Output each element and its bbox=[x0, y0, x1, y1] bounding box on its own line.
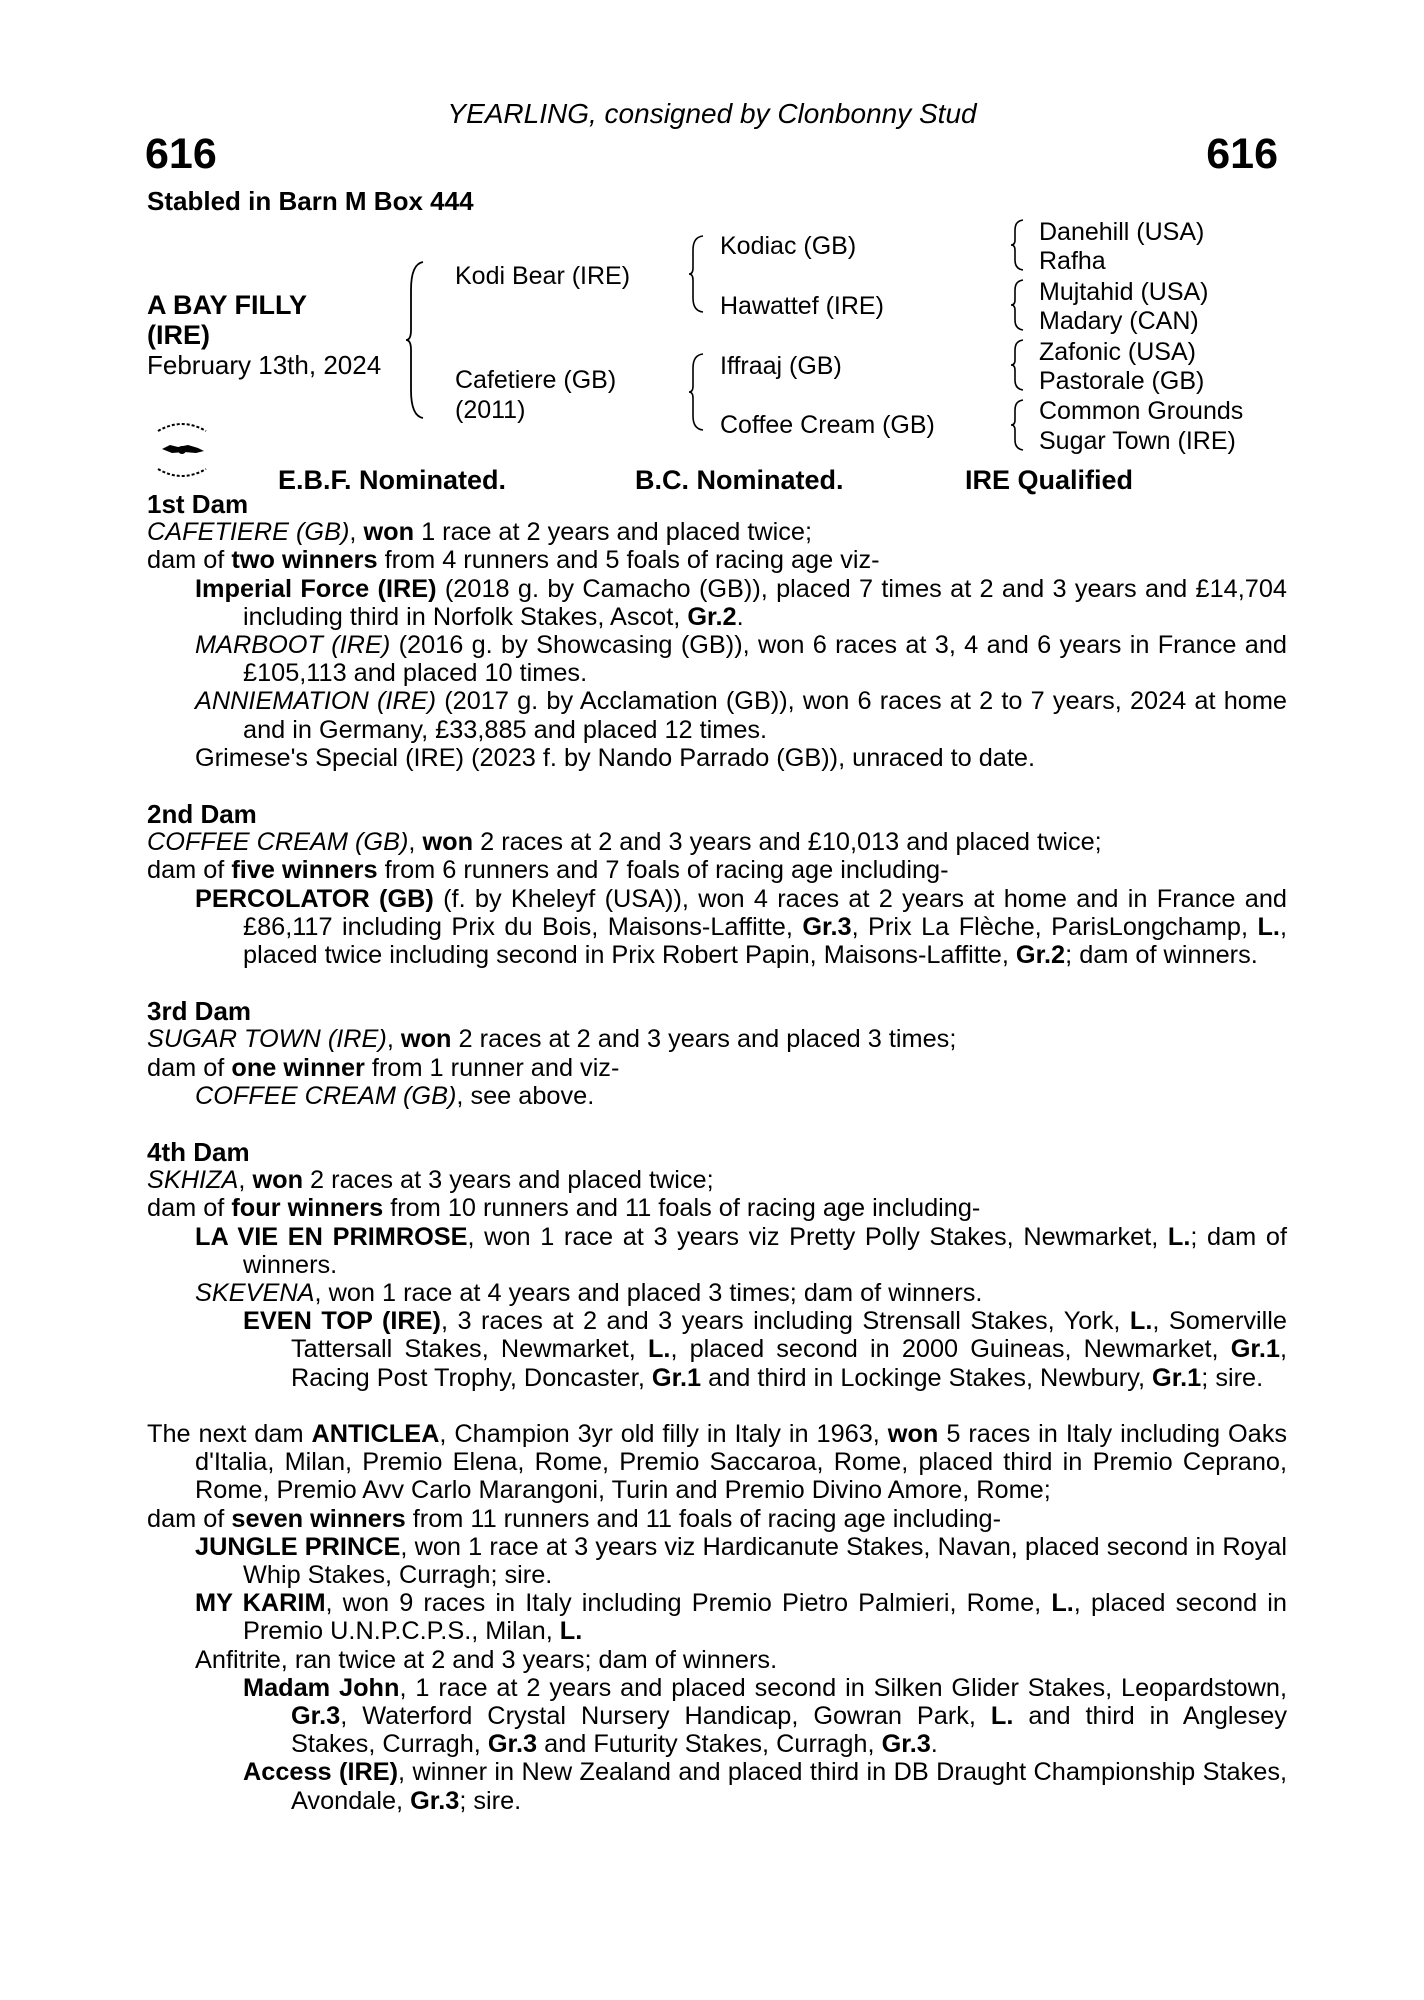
next-progeny-2: MY KARIM, won 9 races in Italy including Premio Pietro Palmieri, Rome, L., placed second in Premio U.N.P.C.P.S., Milan, L. bbox=[195, 1589, 1288, 1646]
horse-name: A BAY FILLY bbox=[147, 290, 308, 320]
dam1-record: CAFETIERE (GB), won 1 race at 2 years and placed twice; bbox=[147, 518, 812, 547]
consignment-header: YEARLING, consigned by Clonbonny Stud bbox=[447, 98, 977, 129]
dam1-progeny-3: ANNIEMATION (IRE) (2017 g. by Acclamation (GB)), won 6 races at 2 to 7 years, 2024 at home and in Germany, £33,885 and placed 12 times. bbox=[195, 687, 1287, 744]
next-progeny-3: Anfitrite, ran twice at 2 and 3 years; dam of winners. bbox=[195, 1645, 778, 1674]
ebf-nominated: E.B.F. Nominated. bbox=[278, 465, 507, 495]
dam1-progeny-2: MARBOOT (IRE) (2016 g. by Showcasing (GB)), won 6 races at 3, 4 and 6 years in France and £105,113 and placed 10 times. bbox=[195, 631, 1287, 688]
sd-sire: Mujtahid (USA) bbox=[1039, 278, 1209, 306]
ds-dam: Pastorale (GB) bbox=[1039, 367, 1205, 395]
dd-dam: Sugar Town (IRE) bbox=[1039, 427, 1236, 455]
dam3-heading: 3rd Dam bbox=[147, 996, 252, 1027]
dam2-progeny-1: PERCOLATOR (GB) (f. by Kheleyf (USA)), won 4 races at 2 years at home and in France and £86,117 including Prix du Bois, Maisons-Laffitte, Gr.3, Prix La Flèche, ParisLongchamp, L., placed twice including second in Prix Robert Papin, Maisons-Laffitte, Gr.2; dam of winners. bbox=[195, 884, 1287, 970]
ds-sire: Zafonic (USA) bbox=[1039, 338, 1196, 366]
sire-parents-brace bbox=[688, 234, 706, 314]
sd-parents-brace bbox=[1010, 278, 1026, 332]
dam1-heading: 1st Dam bbox=[147, 489, 249, 519]
sire-dam-brace bbox=[405, 260, 427, 420]
ss-parents-brace bbox=[1010, 218, 1026, 272]
horse-country: (IRE) bbox=[147, 320, 210, 350]
dam-parents-brace bbox=[688, 352, 706, 432]
next-dam-record: The next dam ANTICLEA, Champion 3yr old filly in Italy in 1963, won 5 races in Italy including Oaks d'Italia, Milan, Premio Elena, Rome, Premio Saccaroa, Rome, placed third in Premio Ceprano, Rome, Premio Avv Carlo Marangoni, Turin and Premio Divino Amore, Rome; bbox=[147, 1419, 1288, 1505]
dam1-progeny-1: Imperial Force (IRE) (2018 g. by Camacho (GB)), placed 7 times at 2 and 3 years and £14,704 including third in Norfolk Stakes, Ascot, Gr.2. bbox=[195, 574, 1287, 631]
dam-year: (2011) bbox=[455, 396, 526, 424]
dam3-produce: dam of one winner from 1 runner and viz- bbox=[147, 1053, 620, 1082]
sd-dam: Madary (CAN) bbox=[1039, 307, 1199, 335]
dd-parents-brace bbox=[1010, 398, 1026, 452]
dd-sire: Common Grounds bbox=[1039, 397, 1244, 425]
ss-dam: Rafha bbox=[1039, 247, 1106, 275]
ds-parents-brace bbox=[1010, 338, 1026, 392]
sire-dam: Hawattef (IRE) bbox=[720, 292, 884, 320]
dam3-record: SUGAR TOWN (IRE), won 2 races at 2 and 3 years and placed 3 times; bbox=[147, 1025, 957, 1054]
dam2-produce: dam of five winners from 6 runners and 7 foals of racing age including- bbox=[147, 856, 949, 885]
dam1-produce: dam of two winners from 4 runners and 5 foals of racing age viz- bbox=[147, 546, 880, 575]
dam3-progeny-1: COFFEE CREAM (GB), see above. bbox=[195, 1081, 595, 1110]
lot-number-right: 616 bbox=[1206, 130, 1278, 178]
lot-number-left: 616 bbox=[145, 130, 217, 178]
horse-dob: February 13th, 2024 bbox=[147, 350, 382, 380]
dam2-record: COFFEE CREAM (GB), won 2 races at 2 and 3 years and £10,013 and placed twice; bbox=[147, 828, 1102, 857]
stabled-location: Stabled in Barn M Box 444 bbox=[147, 186, 474, 216]
ire-qualified: IRE Qualified bbox=[965, 465, 1134, 495]
next-grandprogeny-2: Access (IRE), winner in New Zealand and placed third in DB Draught Championship Stakes, Avondale, Gr.3; sire. bbox=[243, 1758, 1287, 1815]
catalogue-body bbox=[147, 490, 1287, 1815]
dam4-produce: dam of four winners from 10 runners and 11 foals of racing age including- bbox=[147, 1194, 981, 1223]
dam-sire: Iffraaj (GB) bbox=[720, 352, 842, 380]
next-grandprogeny-1: Madam John, 1 race at 2 years and placed second in Silken Glider Stakes, Leopardstown, Gr.3, Waterford Crystal Nursery Handicap, Gowran Park, L. and third in Anglesey Stakes, Curragh, Gr.3 and Futurity Stakes, Curragh, Gr.3. bbox=[243, 1673, 1287, 1759]
dam4-progeny-2: SKEVENA, won 1 race at 4 years and placed 3 times; dam of winners. bbox=[195, 1279, 983, 1308]
ss-sire: Danehill (USA) bbox=[1039, 218, 1205, 246]
next-dam-produce: dam of seven winners from 11 runners and 11 foals of racing age including- bbox=[147, 1504, 1002, 1533]
sire-sire: Kodiac (GB) bbox=[720, 232, 857, 260]
dam1-progeny-4: Grimese's Special (IRE) (2023 f. by Nando Parrado (GB)), unraced to date. bbox=[195, 743, 1035, 772]
dam4-record: SKHIZA, won 2 races at 3 years and placed twice; bbox=[147, 1166, 714, 1195]
dam4-grandprogeny-1: EVEN TOP (IRE), 3 races at 2 and 3 years including Strensall Stakes, York, L., Somerville Tattersall Stakes, Newmarket, L., placed second in 2000 Guineas, Newmarket, Gr.1, Racing Post Trophy, Doncaster, Gr.1 and third in Lockinge Stakes, Newbury, Gr.1; sire. bbox=[243, 1307, 1287, 1392]
bc-nominated: B.C. Nominated. bbox=[635, 465, 844, 495]
dam4-progeny-1: LA VIE EN PRIMROSE, won 1 race at 3 years viz Pretty Polly Stakes, Newmarket, L.; dam of winners. bbox=[195, 1222, 1287, 1279]
dam-name: Cafetiere (GB) bbox=[455, 366, 617, 394]
next-progeny-1: JUNGLE PRINCE, won 1 race at 3 years viz Hardicanute Stakes, Navan, placed second in Royal Whip Stakes, Curragh; sire. bbox=[195, 1532, 1288, 1589]
sire-name: Kodi Bear (IRE) bbox=[455, 262, 631, 290]
stud-seal-logo bbox=[148, 415, 216, 485]
dam4-heading: 4th Dam bbox=[147, 1137, 250, 1168]
dam-dam: Coffee Cream (GB) bbox=[720, 411, 935, 439]
dam2-heading: 2nd Dam bbox=[147, 799, 257, 830]
